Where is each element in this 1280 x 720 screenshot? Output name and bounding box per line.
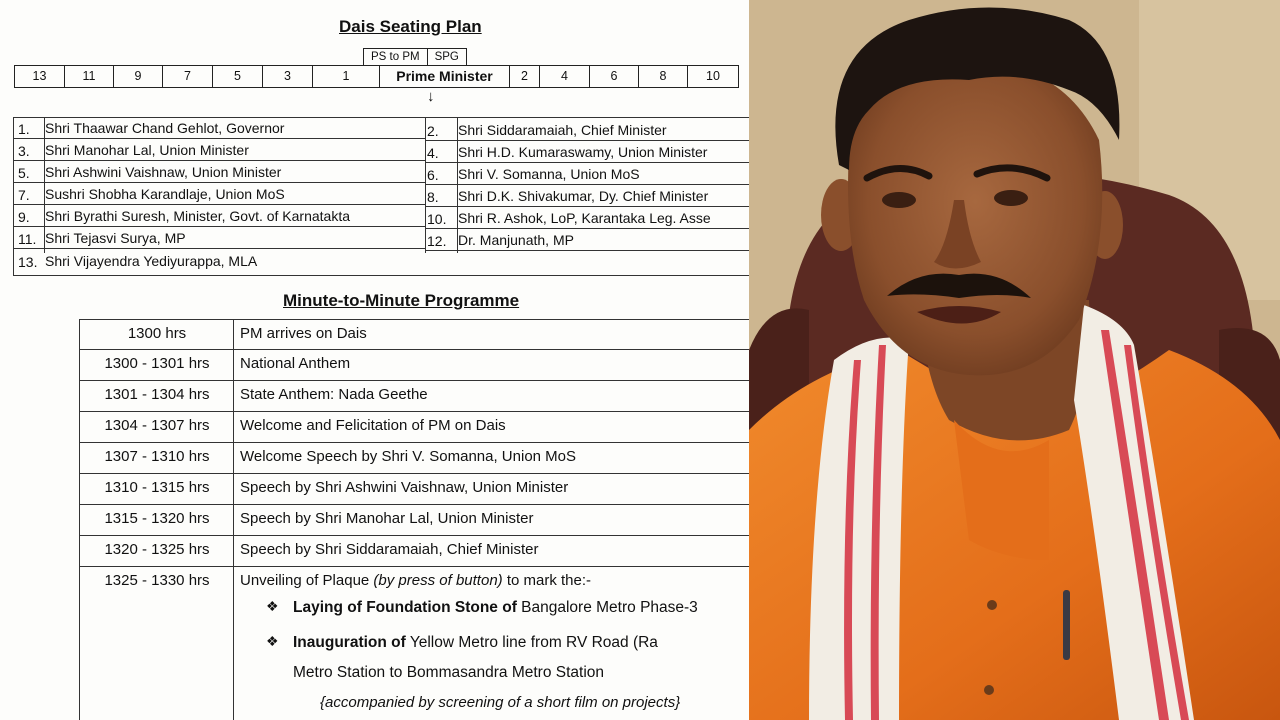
aide-ps-to-pm: PS to PM bbox=[371, 51, 420, 63]
seat-6: 6 bbox=[589, 66, 638, 87]
seat-entry-name: Shri D.K. Shivakumar, Dy. Chief Minister bbox=[458, 188, 709, 204]
programme-row bbox=[80, 319, 749, 350]
programme-time: 1325 - 1330 hrs bbox=[104, 572, 210, 589]
seat-entry-name: Shri Tejasvi Surya, MP bbox=[45, 230, 186, 246]
seat-entry-1 bbox=[14, 118, 425, 139]
diamond-bullet-icon: ❖ bbox=[266, 598, 279, 614]
seat-entry-number: 2. bbox=[427, 123, 439, 139]
programme-table bbox=[79, 319, 749, 720]
seat-prime-minister: Prime Minister bbox=[379, 66, 509, 87]
programme-event: Welcome and Felicitation of PM on Dais bbox=[240, 417, 506, 434]
aides-box bbox=[363, 48, 467, 66]
programme-event: State Anthem: Nada Geethe bbox=[240, 386, 428, 403]
seat-entry-13 bbox=[14, 251, 749, 272]
programme-event: Speech by Shri Ashwini Vaishnaw, Union Minister bbox=[240, 479, 569, 496]
seat-entry-8 bbox=[425, 186, 749, 207]
seat-entry-4 bbox=[425, 142, 749, 163]
programme-time: 1300 - 1301 hrs bbox=[104, 355, 210, 372]
programme-time: 1307 - 1310 hrs bbox=[104, 448, 210, 465]
seat-entry-number: 12. bbox=[427, 233, 447, 249]
seat-1: 1 bbox=[312, 66, 379, 87]
portrait-photo bbox=[749, 0, 1280, 720]
seat-entry-number: 13. bbox=[18, 254, 38, 270]
programme-title: Minute-to-Minute Programme bbox=[283, 291, 520, 310]
seat-entry-number: 1. bbox=[18, 121, 30, 137]
seat-entry-name: Shri Thaawar Chand Gehlot, Governor bbox=[45, 120, 285, 136]
seat-entry-6 bbox=[425, 164, 749, 185]
programme-time: 1301 - 1304 hrs bbox=[104, 386, 210, 403]
plaque-note: {accompanied by screening of a short film on projects} bbox=[320, 694, 681, 711]
seat-13: 13 bbox=[32, 69, 47, 83]
seat-entry-number: 5. bbox=[18, 165, 30, 181]
portrait-illustration bbox=[749, 0, 1280, 720]
seat-entry-number: 8. bbox=[427, 189, 439, 205]
seat-11: 11 bbox=[64, 66, 113, 87]
seat-entry-number: 3. bbox=[18, 143, 30, 159]
seat-entry-name: Shri Siddaramaiah, Chief Minister bbox=[458, 122, 667, 138]
programme-event: Speech by Shri Siddaramaiah, Chief Minister bbox=[240, 541, 539, 558]
seat-entry-9 bbox=[14, 206, 425, 227]
programme-time: 1320 - 1325 hrs bbox=[104, 541, 210, 558]
seat-entry-name: Shri Vijayendra Yediyurappa, MLA bbox=[45, 253, 258, 269]
seat-entry-number: 7. bbox=[18, 187, 30, 203]
down-arrow-icon: ↓ bbox=[427, 88, 435, 105]
programme-row bbox=[80, 350, 749, 381]
seat-9: 9 bbox=[113, 66, 162, 87]
seat-entry-number: 10. bbox=[427, 211, 447, 227]
seat-5: 5 bbox=[212, 66, 262, 87]
seat-entry-12 bbox=[425, 230, 749, 251]
programme-row bbox=[80, 412, 749, 443]
seat-entry-number: 11. bbox=[18, 231, 37, 247]
programme-event: PM arrives on Dais bbox=[240, 325, 367, 342]
programme-row-plaque: 1325 - 1330 hrs Unveiling of Plaque (by press of button) to mark the:- ❖ Laying of Foundation Stone of Bangalore Metro Phase-3 ❖ Inauguration of Yellow Metro line from RV Road (Ra Metro Station to Bommasandra Metro Station {accompanied by screening of a short film on projects} bbox=[80, 567, 749, 720]
programme-time: 1300 hrs bbox=[127, 325, 187, 342]
seat-entry-name: Dr. Manjunath, MP bbox=[458, 232, 574, 248]
programme-time: 1304 - 1307 hrs bbox=[104, 417, 210, 434]
seat-entry-name: Shri Manohar Lal, Union Minister bbox=[45, 142, 249, 158]
programme-row bbox=[80, 536, 749, 567]
programme-time: 1315 - 1320 hrs bbox=[104, 510, 210, 527]
seat-entry-5 bbox=[14, 162, 425, 183]
seat-entry-11 bbox=[14, 228, 425, 249]
seat-entry-number: 6. bbox=[427, 167, 439, 183]
seat-8: 8 bbox=[638, 66, 687, 87]
seat-2: 2 bbox=[509, 66, 539, 87]
programme-row bbox=[80, 381, 749, 412]
programme-time: 1310 - 1315 hrs bbox=[104, 479, 210, 496]
seat-order-row bbox=[14, 65, 739, 88]
programme-event: Unveiling of Plaque (by press of button) to mark the:- bbox=[240, 572, 592, 589]
programme-event: National Anthem bbox=[240, 355, 351, 372]
seat-3: 3 bbox=[262, 66, 312, 87]
seat-entry-name: Sushri Shobha Karandlaje, Union MoS bbox=[45, 186, 285, 202]
seat-entry-7 bbox=[14, 184, 425, 205]
seat-entry-name: Shri R. Ashok, LoP, Karantaka Leg. Asse bbox=[458, 210, 711, 226]
seat-entry-name: Shri V. Somanna, Union MoS bbox=[458, 166, 640, 182]
seat-entry-name: Shri Byrathi Suresh, Minister, Govt. of Karnatakta bbox=[45, 208, 351, 224]
seat-entry-number: 4. bbox=[427, 145, 439, 161]
seat-entry-number: 9. bbox=[18, 209, 30, 225]
seat-entry-3 bbox=[14, 140, 425, 161]
seat-entry-10 bbox=[425, 208, 749, 229]
seating-list-table bbox=[13, 117, 749, 276]
seat-10: 10 bbox=[687, 66, 738, 87]
diamond-bullet-icon: ❖ bbox=[266, 633, 279, 649]
seat-entry-2 bbox=[425, 120, 749, 141]
seat-entry-name: Shri Ashwini Vaishnaw, Union Minister bbox=[45, 164, 282, 180]
programme-row bbox=[80, 505, 749, 536]
seating-plan-title: Dais Seating Plan bbox=[339, 17, 482, 36]
programme-row bbox=[80, 474, 749, 505]
aide-spg: SPG bbox=[427, 49, 466, 65]
seat-4: 4 bbox=[539, 66, 589, 87]
programme-event: Speech by Shri Manohar Lal, Union Minister bbox=[240, 510, 534, 527]
seat-entry-name: Shri H.D. Kumaraswamy, Union Minister bbox=[458, 144, 708, 160]
programme-row bbox=[80, 443, 749, 474]
seat-7: 7 bbox=[162, 66, 212, 87]
programme-event: Welcome Speech by Shri V. Somanna, Union MoS bbox=[240, 448, 577, 465]
